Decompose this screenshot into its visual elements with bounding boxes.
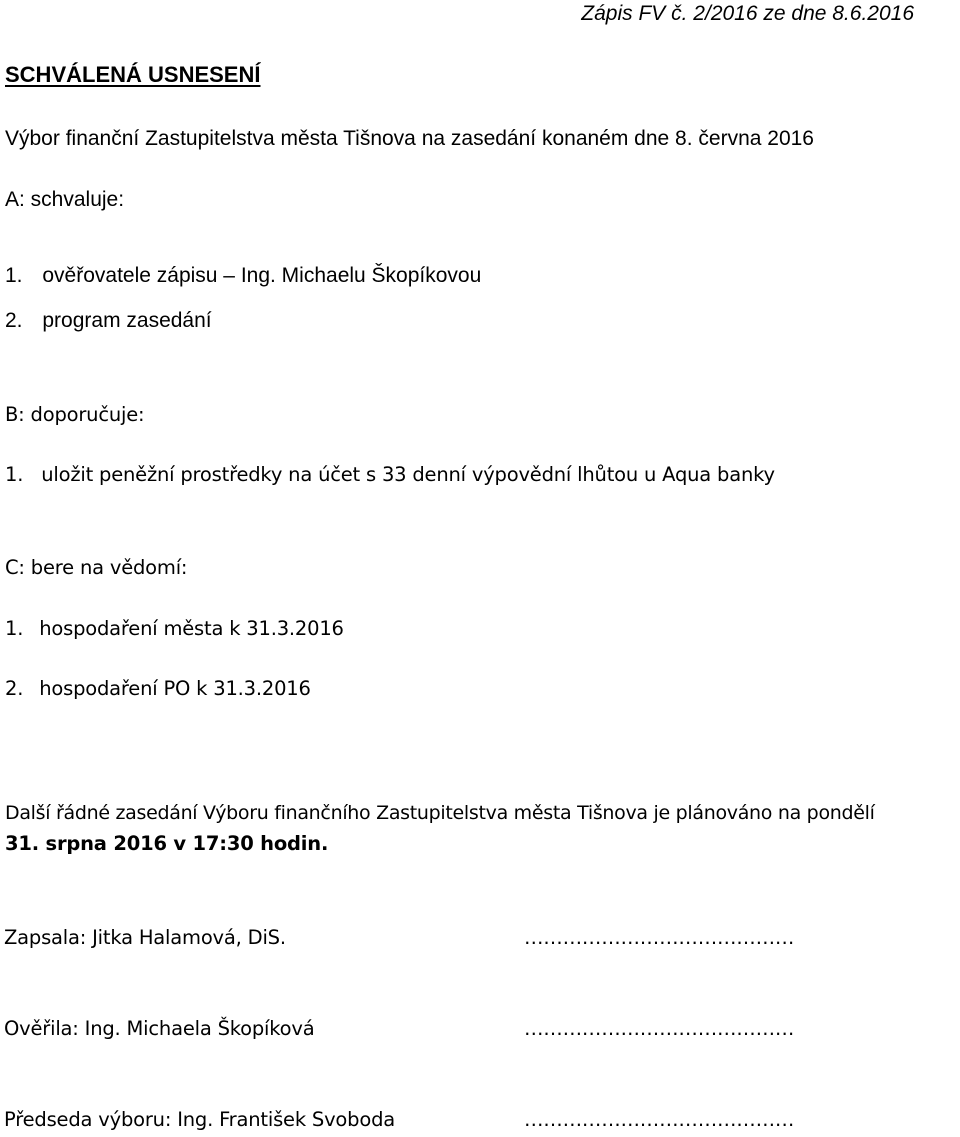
- page-title: SCHVÁLENÁ USNESENÍ: [5, 62, 261, 87]
- item-number: 1.: [5, 463, 24, 486]
- next-meeting-line-1: Další řádné zasedání Výboru finančního Zastupitelstva města Tišnova je plánováno na pondělí: [5, 802, 875, 824]
- signature-label-chair: Předseda výboru: Ing. František Svoboda: [4, 1108, 395, 1131]
- document-reference: Zápis FV č. 2/2016 ze dne 8.6.2016: [581, 2, 914, 25]
- item-text: program zasedání: [42, 309, 212, 332]
- section-c-heading: C: bere na vědomí:: [5, 556, 188, 579]
- intro-paragraph: Výbor finanční Zastupitelstva města Tišnova na zasedání konaném dne 8. června 2016: [5, 127, 814, 150]
- signature-label-verifier: Ověřila: Ing. Michaela Škopíková: [4, 1017, 315, 1040]
- signature-line-chair: ……………………………………: [524, 1108, 795, 1131]
- section-a-heading: A: schvaluje:: [5, 188, 125, 211]
- item-number: 1.: [5, 617, 24, 640]
- item-text: hospodaření PO k 31.3.2016: [39, 677, 311, 700]
- item-number: 2.: [5, 309, 23, 332]
- section-a-item-1: [5, 264, 481, 288]
- section-b-heading: B: doporučuje:: [5, 403, 145, 426]
- section-c-item-2: [5, 677, 311, 700]
- item-number: 2.: [5, 677, 24, 700]
- item-text: ověřovatele zápisu – Ing. Michaelu Škopíkovou: [42, 264, 482, 287]
- section-b-item-1: [5, 463, 775, 486]
- section-a-item-2: [5, 309, 212, 333]
- signature-label-recorder: Zapsala: Jitka Halamová, DiS.: [4, 926, 286, 949]
- signature-line-recorder: ……………………………………: [524, 926, 795, 949]
- section-c-item-1: [5, 617, 344, 640]
- item-text: hospodaření města k 31.3.2016: [39, 617, 344, 640]
- signature-line-verifier: ……………………………………: [524, 1017, 795, 1040]
- item-text: uložit peněžní prostředky na účet s 33 denní výpovědní lhůtou u Aqua banky: [41, 463, 775, 486]
- next-meeting-date: 31. srpna 2016 v 17:30 hodin.: [5, 832, 329, 855]
- item-number: 1.: [5, 264, 23, 287]
